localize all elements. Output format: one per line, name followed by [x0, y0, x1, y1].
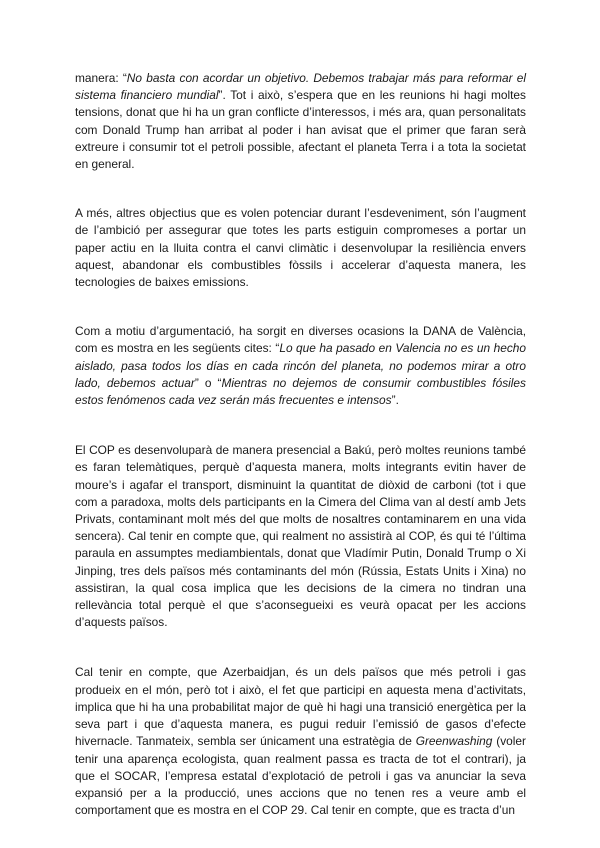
paragraph-3	[75, 323, 526, 409]
text-run: Cal tenir en compte, que Azerbaidjan, és un dels països que més petroli i gas produeix en el món, però tot i això, el fet que participi en aquesta mena d’activitats, implica que hi ha una probabilitat major de què hi hagi una transició energètica per la seva part i que d’aquesta manera, es pugui reduir l’emissió de gasos d’efecte hivernacle. Tanmateix, sembla ser únicament una estratègia de	[75, 665, 526, 749]
document-page	[75, 70, 526, 819]
text-run: (voler tenir una aparença ecologista, quan realment passa es tracta de tot el contrari), ja que el SOCAR, l’empresa estatal d’explotació de petroli i gas va anunciar la seva expansió per a la producció, unes accions que no tenen res a veure amb el comportament que es mostra en el COP 29. Cal tenir en compte, que es tracta d’un	[75, 734, 526, 818]
text-run: ”. Tot i això, s’espera que en les reunions hi hagi moltes tensions, donat que hi ha un gran conflicte d’interessos, i més ara, quan personalitats com Donald Trump han arribat al poder i han avisat que el primer que faran serà extreure i consumir tot el petroli possible, afectant el planeta Terra i a tota la societat en general.	[75, 88, 526, 172]
paragraph-1	[75, 70, 526, 173]
text-run: Com a motiu d’argumentació, ha sorgit en diverses ocasions la DANA de València, com es mostra en les següents cites: “	[75, 324, 526, 356]
paragraph-2	[75, 205, 526, 291]
paragraph-5	[75, 664, 526, 819]
text-run: El COP es desenvoluparà de manera presencial a Bakú, però moltes reunions també es faran telemàtiques, perquè d’aquesta manera, molts integrants evitin haver de moure’s i agafar el transport, disminuint la quantitat de diòxid de carboni (tot i que com a paradoxa, molts dels participants en la Cimera del Clima van al destí amb Jets Privats, contaminant molt més del que molts de nosaltres contaminarem en una vida sencera). Cal tenir en compte que, qui realment no assistirà al COP, és qui té l’última paraula en assumptes mediambientals, donat que Vladímir Putin, Donald Trump o Xi Jinping, tres dels països més contaminants del món (Rússia, Estats Units i Xina) no assistiran, la qual cosa implica que les decisions de la cimera no tindran una rellevància total perquè el que s’aconsegueixi es veurà opacat per les accions d’aquests països.	[75, 443, 526, 630]
paragraph-4	[75, 442, 526, 631]
text-run: ” o “	[194, 375, 222, 390]
text-run: A més, altres objectius que es volen potenciar durant l’esdeveniment, són l’augment de l’ambició per assegurar que totes les parts estiguin compromeses a portar un paper actiu en la lluita contra el canvi climàtic i desenvolupar la resiliència envers aquest, abandonar els combustibles fòssils i accelerar d’aquesta manera, les tecnologies de baixes emissions.	[75, 206, 526, 290]
emphasis-term: Greenwashing	[415, 734, 493, 749]
quote-text: Mientras no dejemos de consumir combustibles fósiles estos fenómenos cada vez serán más frecuentes e intensos	[75, 375, 526, 408]
quote-text: Lo que ha pasado en Valencia no es un hecho aislado, pasa todos los días en cada rincón del planeta, no podemos mirar a otro lado, debemos actuar	[75, 341, 527, 390]
text-run: ”.	[391, 393, 399, 408]
text-run: manera: “	[75, 71, 127, 85]
quote-text: No basta con acordar un objetivo. Debemos trabajar más para reformar el sistema financiero mundial	[75, 71, 527, 103]
